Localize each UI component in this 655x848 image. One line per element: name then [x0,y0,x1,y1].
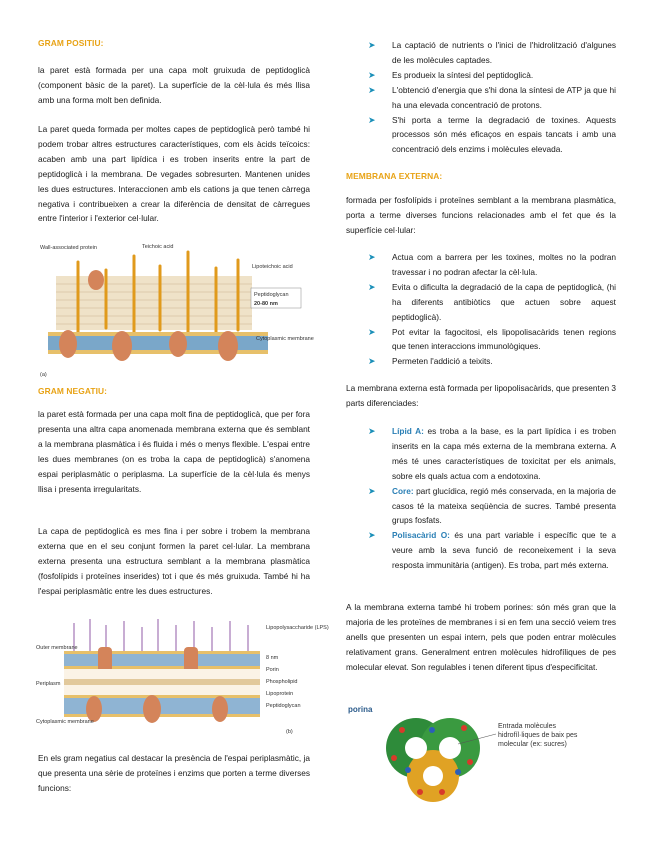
gram-positive-paragraph-1: la paret està formada per una capa molt gruixuda de peptidoglicà (component bàsic de la paret). La superfície de la cèl·lula és més llisa amb una forma molt ben definida. [38,65,310,105]
list-item: ➤ Core: part glucídica, regió més conservada, en la majoria de casos té la mateixa seqüència de sucres. També presenta grups fosfats. [368,485,616,526]
arrow-bullet-icon: ➤ [368,326,376,337]
outer-membrane-functions-list [366,250,616,369]
arrow-bullet-icon: ➤ [368,426,376,436]
arrow-bullet-icon: ➤ [368,114,376,125]
fig-label-porin: Porin [266,667,279,673]
gram-positive-heading: GRAM POSITIU: [38,38,104,48]
list-item: ➤ Pot evitar la fagocitosi, els lipopolisacàrids tenen regions que tenen interaccions immunològiques. [368,326,616,352]
outer-membrane-heading: MEMBRANA EXTERNA: [346,171,443,181]
fig-label-b: (b) [286,729,293,735]
fig-label-outer-membrane: Outer membrane [36,645,78,651]
periplasm-functions-list [366,38,616,157]
fig-label-lipoprotein: Lipoprotein [266,691,294,697]
porin-figure [346,700,616,804]
arrow-bullet-icon: ➤ [368,356,376,367]
list-item: ➤ La captació de nutrients o l'inici de l'hidrolització d'algunes de les molècules captades. [368,40,616,65]
list-item: ➤ Permeten l'addició a teixits. [366,354,616,369]
arrow-bullet-icon: ➤ [368,530,376,541]
fig-label-8nm: 8 nm [266,655,279,661]
fig-label-lps: Lipopolysaccharide (LPS) [266,625,329,631]
fig-label-a: (a) [40,372,47,378]
gram-positive-paragraph-2: La paret queda formada per moltes capes de peptidoglicà però també hi podem trobar altres estructures característiques, com els àcids teïcoics: acaben amb una part lipídica i es troben inserits entre la part de peptidoglicà i la membrana. De vegades sobresurten. Mantenen unides les dues estructures. Interaccionen amb els cations ja que tenen càrrega negativa i contribueixen a crear la diferència de densitat de càrregues entre l'interior i l'exterior cel·lular. [38,124,310,224]
gram-negative-wall-figure [34,617,329,739]
porin-title: porina [348,705,373,714]
list-item: ➤ L'obtenció d'energia que s'hi dona la síntesi de ATP ja que hi ha una elevada concentració de protons. [368,84,616,110]
list-item: ➤ S'hi porta a terme la degradació de toxines. Aquests processos són més eficaços en espais tancats i amb una concentració dels enzims i molècules elevada. [368,114,616,155]
fig-label-phospholipid: Phospholipid [266,679,298,685]
fig-label-cyto-membrane: Cytoplasmic membrane [36,719,94,725]
outer-membrane-paragraph-2: La membrana externa està formada per lipopolisacàrids, que presenten 3 parts diferenciades: [346,383,616,408]
fig-label-periplasm: Periplasm [36,681,61,687]
list-item: ➤ Es produeix la síntesi del peptidoglicà. [366,68,616,83]
arrow-bullet-icon: ➤ [368,40,376,50]
arrow-bullet-icon: ➤ [368,252,376,262]
list-item: ➤ Polisacàrid O: és una part variable i específic que te a veure amb la seva funció de reconeixement i la seva resposta immunitària (antigen). Es troba, part més externa. [368,530,616,571]
fig-label-wall-protein: Wall-associated protein [40,245,97,251]
fig-label-teichoic-acid: Teichoic acid [142,244,174,250]
arrow-bullet-icon: ➤ [368,281,376,292]
lps-parts-list [366,424,616,573]
outer-membrane-paragraph-1: formada per fosfolípids i proteïnes semblant a la membrana plasmàtica, porta a terme diverses funcions relacionades amb el fet que és la superfície cel·lular: [346,195,616,235]
fig-label-thickness: 20-80 nm [254,301,278,307]
arrow-bullet-icon: ➤ [368,69,376,80]
fig-label-peptidoglycan: Peptidoglycan [254,292,289,298]
list-item: ➤ Lípid A: es troba a la base, es la part lipídica i es troben inserits en la capa més externa de la membrana externa. A més té unes característiques de toxicitat per els animals, sobre els quals actua com a endotoxina. [368,426,616,481]
list-item: ➤ Actua com a barrera per les toxines, moltes no la podran travessar i no podran afectar la cèl·lula. [368,252,616,277]
gram-negative-paragraph-1: la paret està formada per una capa molt fina de peptidoglicà, que per fora presenta una altra capa anomenada membrana externa que és semblant a la membrana plasmàtica i és fluida i més o menys flexible. L'espai entre les dues membranes (on es troba la capa de peptidoglicà) s'anomena espai periplasmàtic o periplasma. La superfície de la cèl·lula és menys llisa i presenta irregularitats. [38,409,310,494]
arrow-bullet-icon: ➤ [368,84,376,95]
porin-caption: Entrada molècules hidrofíl·liques de baix pes molecular (ex: sucres) [498,723,578,748]
gram-negative-paragraph-2: La capa de peptidoglicà es mes fina i per sobre i trobem la membrana externa que en el seu conjunt formen la paret cel·lular. La membrana externa presenta una estructura semblant a la membrana plasmàtica (fosfolípids i proteïnes inserides) tot i que és més gruixuda. També hi ha l'espai periplasmàtic entre les dues estructures. [38,526,310,596]
list-item: ➤ Evita o dificulta la degradació de la capa de peptidoglicà, (hi ha diferents antibiòtics que actuen sobre aquest peptidoglicà). [368,281,616,322]
gram-negative-paragraph-3: En els gram negatius cal destacar la presència de l'espai periplasmàtic, ja que presenta una sèrie de proteïnes i enzims que porten a terme diverses funcions: [38,753,310,793]
fig-label-lipoteichoic-acid: Lipoteichoic acid [252,264,293,270]
fig-label-peptidoglycan-neg: Peptidoglycan [266,703,301,709]
outer-membrane-paragraph-3: A la membrana externa també hi trobem porines: són més gran que la majoria de les proteïnes de membranes i si en fem una secció veiem tres anells que presenten un espai intern, pels que poden entrar molècules relativament grans. Generalment entren molècules hidrofíliques de pes molecular elevat. Son regulables i tenen diferent tipus d'especificitat. [346,602,616,672]
fig-label-cytoplasmic-membrane: Cytoplasmic membrane [256,336,314,342]
gram-positive-wall-figure [38,240,314,380]
arrow-bullet-icon: ➤ [368,485,376,496]
gram-negative-heading: GRAM NEGATIU: [38,386,108,396]
